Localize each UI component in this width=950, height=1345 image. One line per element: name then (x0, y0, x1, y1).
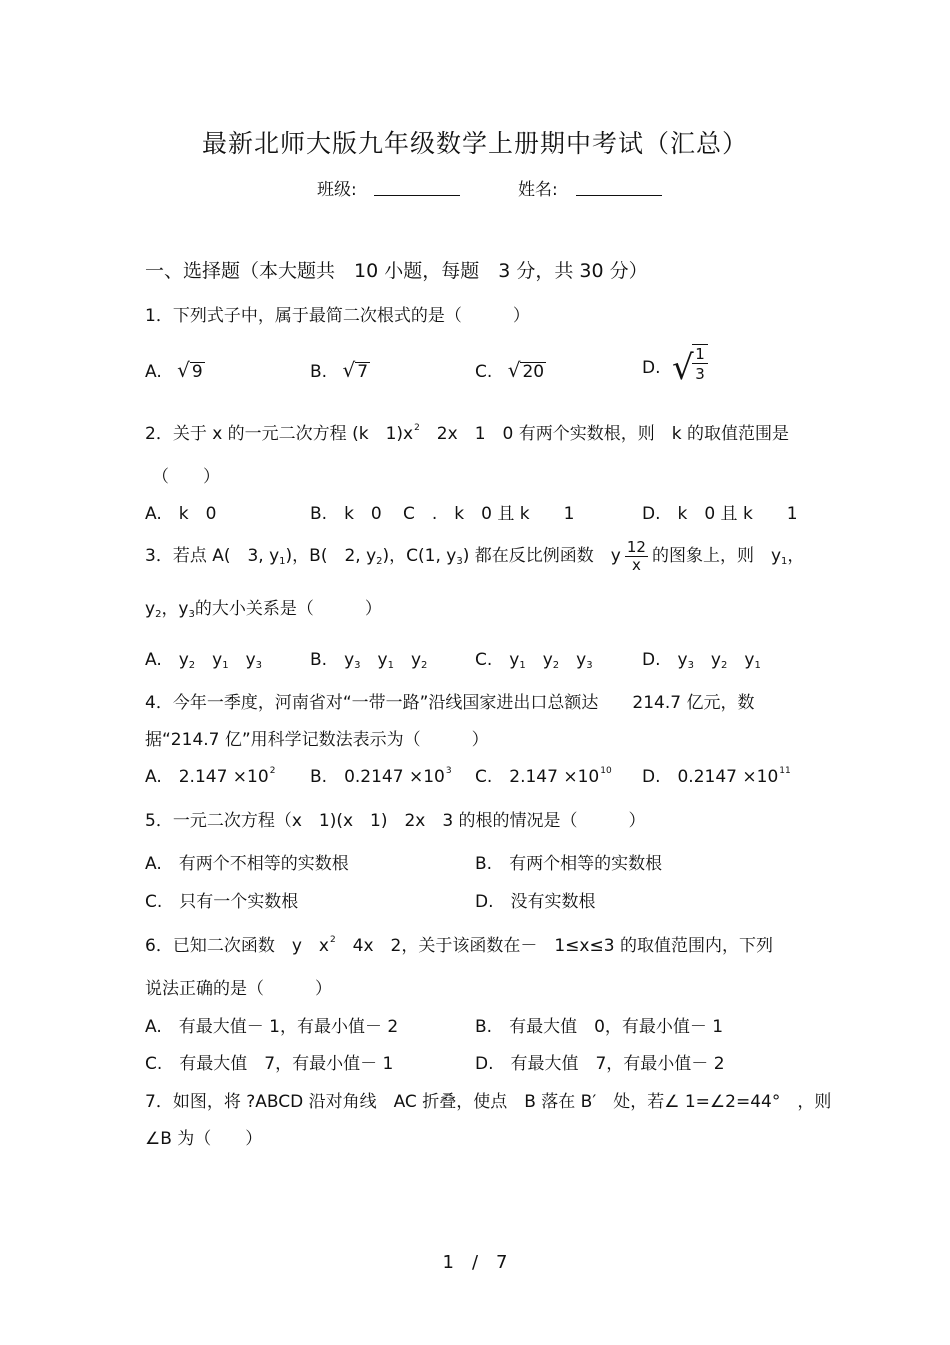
question-3-option-c (475, 645, 593, 671)
question-4-option-b (310, 762, 452, 787)
class-label: 班级: (317, 180, 357, 200)
option-text: D. 0.2147 ×10 (642, 767, 779, 787)
stem-part: 3．若点 A( 3, y (145, 546, 280, 566)
question-6-option-a: A. 有最大值－ 1，有最小值－ 2 (145, 1017, 399, 1037)
option-text: B. 0.2147 ×10 (310, 767, 445, 787)
stem-part: 4x 2，关于该函数在－ 1≤x≤3 的取值范围内，下列 (335, 936, 773, 956)
question-2-stem (145, 419, 789, 444)
subscript: 1 (279, 556, 286, 567)
fraction-denominator: x (631, 555, 641, 574)
fraction-numerator: 1 (692, 345, 708, 364)
option-text: y (195, 650, 223, 670)
question-4-stem: 4．今年一季度，河南省对“一带一路”沿线国家进出口总额达 214.7 亿元，数 (145, 693, 755, 713)
stem-part: 的图象上，则 y (651, 546, 782, 566)
subscript: 1 (754, 660, 761, 671)
stem-part: )，C(1, y (382, 546, 457, 566)
option-text: A. y (145, 650, 189, 670)
question-6-stem (145, 931, 773, 956)
stem-part: 2x 1 0 有两个实数根，则 k 的取值范围是 (419, 424, 789, 444)
subscript: 1 (781, 556, 788, 567)
question-2-answer-paren: （ ） (152, 467, 220, 487)
question-4-option-a (145, 762, 275, 787)
question-2-option-b: B. k 0 (310, 504, 382, 524)
question-4-option-c (475, 762, 612, 787)
option-text: B. y (310, 650, 355, 670)
question-5-option-a: A. 有两个不相等的实数根 (145, 854, 349, 874)
question-4-option-d (642, 762, 791, 787)
radicand: 20 (522, 362, 545, 382)
subscript: 1 (519, 660, 526, 671)
subscript: 1 (222, 660, 229, 671)
page-number: 1 / 7 (442, 1252, 508, 1273)
exponent: 2 (269, 766, 276, 776)
exponent: 10 (600, 766, 612, 776)
option-text: y (228, 650, 256, 670)
exponent: 2 (414, 423, 420, 433)
subscript: 3 (586, 660, 593, 671)
fraction-numerator: 12 (626, 537, 646, 556)
radicand-fraction (692, 344, 708, 384)
question-3-option-b (310, 645, 427, 671)
fraction (625, 539, 648, 574)
stem-part: 6．已知二次函数 y x (145, 936, 329, 956)
subscript: 1 (387, 660, 394, 671)
option-b-label: B. (310, 362, 328, 382)
option-text: y (559, 650, 587, 670)
question-6-stem-line-2: 说法正确的是（ ） (145, 979, 332, 999)
stem-part: ) 都在反比例函数 y (462, 546, 621, 566)
sqrt-icon: √ (342, 358, 356, 382)
question-6-option-c: C. 有最大值 7，有最小值－ 1 (145, 1054, 394, 1074)
subscript: 2 (552, 660, 560, 671)
sqrt-icon: √ (507, 358, 521, 382)
question-5-stem: 5．一元二次方程（x 1)(x 1) 2x 3 的根的情况是（ ） (145, 811, 646, 831)
stem-part: )，B( 2, y (285, 546, 377, 566)
option-d-label: D. (642, 358, 661, 378)
option-a-label: A. (145, 362, 162, 382)
subscript: 2 (721, 660, 728, 671)
stem-part: ， (787, 546, 805, 566)
exponent: 3 (445, 766, 452, 776)
radicand: 9 (191, 362, 203, 382)
subscript: 2 (376, 556, 383, 567)
question-3-option-d (642, 645, 761, 671)
question-4-stem-line-2: 据“214.7 亿”用科学记数法表示为（ ） (145, 730, 489, 750)
subscript: 3 (456, 556, 463, 567)
subscript: 3 (255, 660, 263, 671)
question-5-option-b: B. 有两个相等的实数根 (475, 854, 663, 874)
exponent: 2 (329, 935, 336, 945)
question-6-option-b: B. 有最大值 0，有最小值－ 1 (475, 1017, 724, 1037)
question-3-stem-line-2 (145, 594, 382, 620)
option-text: C. y (475, 650, 520, 670)
option-text: y (393, 650, 422, 670)
section-heading: 一、选择题（本大题共 10 小题，每题 3 分，共 30 分） (145, 260, 648, 282)
option-text: C. 2.147 ×10 (475, 767, 600, 787)
option-text: A. 2.147 ×10 (145, 767, 269, 787)
subscript: 2 (188, 660, 196, 671)
option-text: D. y (642, 650, 688, 670)
option-c-label: C. (475, 362, 493, 382)
question-3-stem (145, 533, 804, 579)
subscript: 3 (188, 609, 195, 620)
question-1-option-c (475, 358, 546, 382)
class-blank-line (374, 195, 460, 196)
sqrt-icon: √ (672, 348, 694, 388)
question-5-option-c: C. 只有一个实数根 (145, 892, 299, 912)
subscript: 2 (421, 660, 428, 671)
option-text: y (693, 650, 721, 670)
exponent: 11 (779, 766, 791, 776)
stem-part: 的大小关系是（ ） (194, 599, 382, 619)
option-text: y (727, 650, 755, 670)
option-text: y (360, 650, 388, 670)
fraction-denominator: 3 (695, 365, 705, 383)
question-3-option-a (145, 645, 262, 671)
stem-part: ，y (161, 599, 189, 619)
question-5-option-d: D. 没有实数根 (475, 892, 596, 912)
question-2-option-d: D. k 0 且 k 1 (642, 504, 798, 524)
stem-part: y (145, 599, 156, 619)
subscript: 3 (354, 660, 361, 671)
question-6-option-d: D. 有最大值 7，有最小值－ 2 (475, 1054, 725, 1074)
question-7-stem: 7．如图，将 ?ABCD 沿对角线 AC 折叠，使点 B 落在 B′ 处，若∠ 1=∠2=44° ，则 (145, 1092, 832, 1112)
question-7-stem-line-2: ∠B 为（ ） (145, 1129, 263, 1149)
question-1-stem: 1．下列式子中，属于最简二次根式的是（ ） (145, 306, 530, 326)
question-2-option-c: C . k 0 且 k 1 (403, 504, 575, 524)
page-title: 最新北师大版九年级数学上册期中考试（汇总） (201, 129, 748, 158)
name-label: 姓名: (518, 180, 558, 200)
stem-part: 2．关于 x 的一元二次方程 (k 1)x (145, 424, 414, 444)
question-1-option-a (145, 358, 205, 382)
radicand: 7 (357, 362, 369, 382)
subscript: 2 (155, 609, 162, 620)
subscript: 3 (687, 660, 694, 671)
sqrt-icon: √ (177, 358, 190, 382)
name-blank-line (576, 195, 662, 196)
question-2-option-a: A. k 0 (145, 504, 217, 524)
option-text: y (525, 650, 553, 670)
question-1-option-b (310, 358, 370, 382)
